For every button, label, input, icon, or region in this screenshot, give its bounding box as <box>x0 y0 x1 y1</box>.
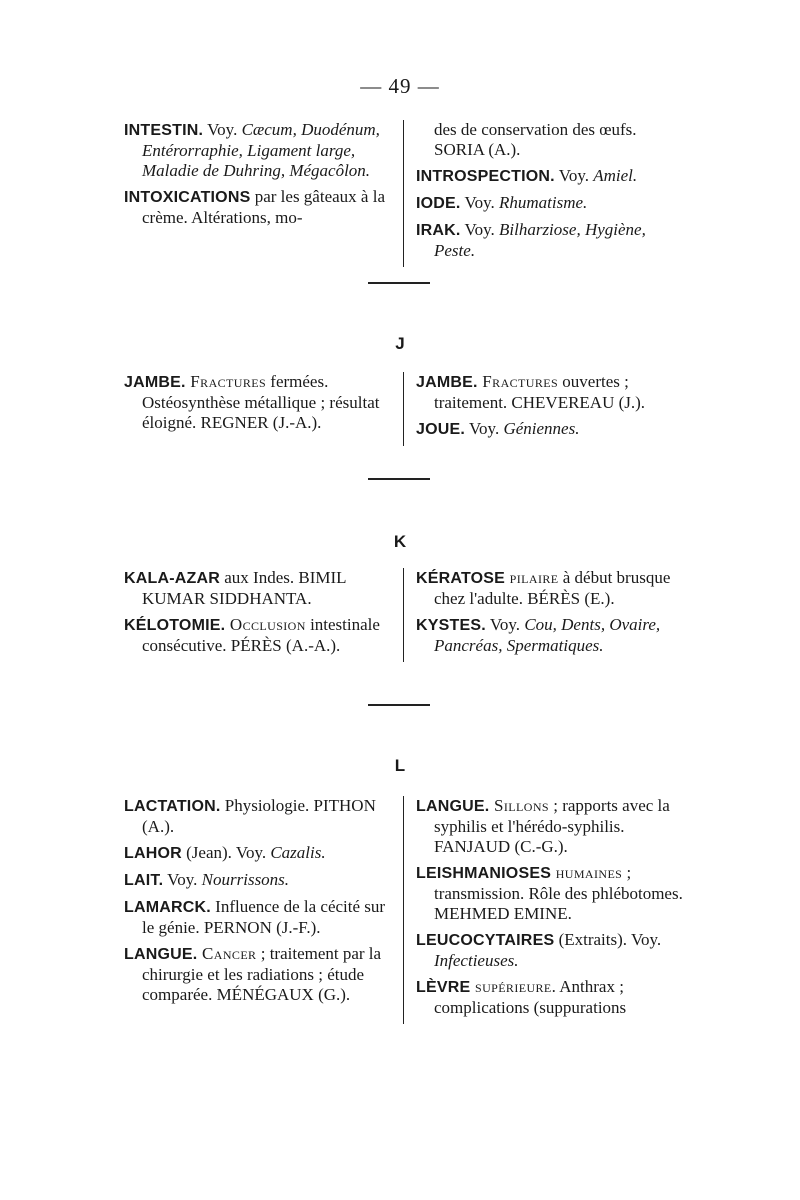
entry-text: Voy. <box>485 615 525 634</box>
entry-text: Physiologie. PITHON (A.). <box>142 796 376 836</box>
entry-text: par les gâteaux à la crème. Altérations, mo- <box>142 187 385 227</box>
entry-text: ouvertes ; traitement. CHEVEREAU (J.). <box>434 372 646 412</box>
entry-text: aux Indes. BIMIL KUMAR SIDDHANTA. <box>142 568 346 608</box>
index-entry <box>416 220 684 261</box>
entry-headword: LEISHMANIOSES <box>416 865 552 882</box>
entry-headword: LACTATION. <box>124 798 221 815</box>
index-entry <box>416 930 684 971</box>
index-entry <box>416 166 684 187</box>
section-j-right-column <box>404 372 684 446</box>
entry-headword: LANGUE. <box>124 946 198 963</box>
entry-text: . Anthrax ; complications (suppurations <box>434 977 627 1017</box>
entry-headword: LEUCOCYTAIRES <box>416 932 555 949</box>
index-entry-continued <box>416 120 684 160</box>
index-entry <box>416 193 684 214</box>
entry-text: des de conservation des œufs. SORIA (A.). <box>434 120 637 159</box>
entry-text: (Jean). Voy. <box>181 843 271 862</box>
entry-subhead: Sillons <box>489 796 549 815</box>
entry-headword: LAIT. <box>124 872 164 889</box>
entry-reference: Géniennes. <box>503 419 580 438</box>
entry-text: intestinale consécutive. PÉRÈS (A.-A.). <box>142 615 380 655</box>
section-letter-j: J <box>395 334 405 353</box>
entry-headword: INTROSPECTION. <box>416 168 555 185</box>
entry-headword: KÉRATOSE <box>416 570 506 587</box>
index-entry <box>124 870 391 891</box>
entry-text: Voy. <box>203 120 242 139</box>
section-k <box>124 568 684 662</box>
entry-text: Voy. <box>460 220 499 239</box>
section-j <box>124 372 684 446</box>
entry-subhead: Cancer <box>197 944 257 963</box>
section-i <box>124 120 684 267</box>
entry-subhead: humaines <box>551 863 623 882</box>
section-l-right-column <box>404 796 684 1024</box>
index-entry <box>124 843 391 864</box>
entry-text: Voy. <box>465 419 504 438</box>
index-entry <box>124 187 391 228</box>
entry-text: Voy. <box>163 870 202 889</box>
entry-text: fermées. Ostéosynthèse métallique ; résultat éloigné. REGNER (J.-A.). <box>142 372 380 432</box>
page-number: — 49 — <box>360 74 440 98</box>
section-k-right-column <box>404 568 684 662</box>
index-entry <box>416 796 684 857</box>
section-l <box>124 796 684 1024</box>
entry-headword: KYSTES. <box>416 617 486 634</box>
entry-text: ; traitement par la chirurgie et les radiations ; étude comparée. MÉNÉGAUX (G.). <box>142 944 382 1004</box>
index-entry <box>416 863 684 924</box>
entry-subhead: supérieure <box>470 977 552 996</box>
entry-headword: LÈVRE <box>416 979 471 996</box>
entry-headword: IRAK. <box>416 222 461 239</box>
entry-headword: INTESTIN. <box>124 122 204 139</box>
entry-headword: JOUE. <box>416 421 466 438</box>
index-entry <box>416 977 684 1018</box>
entry-subhead: pilaire <box>505 568 559 587</box>
entry-subhead: Fractures <box>477 372 559 391</box>
section-l-left-column <box>124 796 404 1024</box>
entry-reference: Rhumatisme. <box>499 193 588 212</box>
section-letter-l: L <box>394 756 406 775</box>
section-i-left-column <box>124 120 404 267</box>
entry-text: Influence de la cécité sur le génie. PERNON (J.-F.). <box>142 897 386 937</box>
index-entry <box>124 897 391 938</box>
entry-text: ; rapports avec la syphilis et l'hérédo-syphilis. FANJAUD (C.-G.). <box>434 796 670 856</box>
section-divider <box>368 478 430 480</box>
section-j-left-column <box>124 372 404 446</box>
entry-headword: LAMARCK. <box>124 899 211 916</box>
entry-subhead: Occlusion <box>225 615 306 634</box>
section-letter-k: K <box>393 532 407 551</box>
index-entry <box>124 568 391 609</box>
section-divider <box>368 282 430 284</box>
entry-text: ; transmission. Rôle des phlébotomes. MEHMED EMINE. <box>434 863 683 923</box>
entry-headword: KALA-AZAR <box>124 570 221 587</box>
index-entry <box>416 615 684 656</box>
entry-headword: JAMBE. <box>416 374 478 391</box>
entry-headword: INTOXICATIONS <box>124 189 251 206</box>
index-entry <box>124 615 391 656</box>
entry-text: (Extraits). Voy. <box>554 930 662 949</box>
index-entry <box>416 419 684 440</box>
section-i-right-column <box>404 120 684 267</box>
entry-reference: Amiel. <box>593 166 638 185</box>
section-k-left-column <box>124 568 404 662</box>
entry-text: Voy. <box>554 166 594 185</box>
entry-subhead: Fractures <box>185 372 267 391</box>
index-entry <box>416 568 684 609</box>
entry-reference: Cou, Dents, Ovaire, Pancréas, Spermatiques. <box>434 615 661 655</box>
entry-reference: Bilharziose, Hygiène, Peste. <box>434 220 646 260</box>
entry-reference: Cæcum, Duodénum, Entérorraphie, Ligament large, Maladie de Duhring, Mégacôlon. <box>142 120 380 180</box>
entry-headword: IODE. <box>416 195 461 212</box>
entry-reference: Cazalis. <box>270 843 326 862</box>
index-entry <box>124 796 391 837</box>
index-entry <box>124 372 391 433</box>
index-entry <box>124 120 391 181</box>
entry-headword: LANGUE. <box>416 798 490 815</box>
index-entry <box>416 372 684 413</box>
section-divider <box>368 704 430 706</box>
entry-reference: Nourrissons. <box>201 870 290 889</box>
entry-headword: KÉLOTOMIE. <box>124 617 226 634</box>
entry-text: à début brusque chez l'adulte. BÉRÈS (E.). <box>434 568 671 608</box>
entry-reference: Infectieuses. <box>434 951 519 970</box>
entry-headword: LAHOR <box>124 845 182 862</box>
entry-headword: JAMBE. <box>124 374 186 391</box>
index-entry <box>124 944 391 1005</box>
entry-text: Voy. <box>460 193 499 212</box>
